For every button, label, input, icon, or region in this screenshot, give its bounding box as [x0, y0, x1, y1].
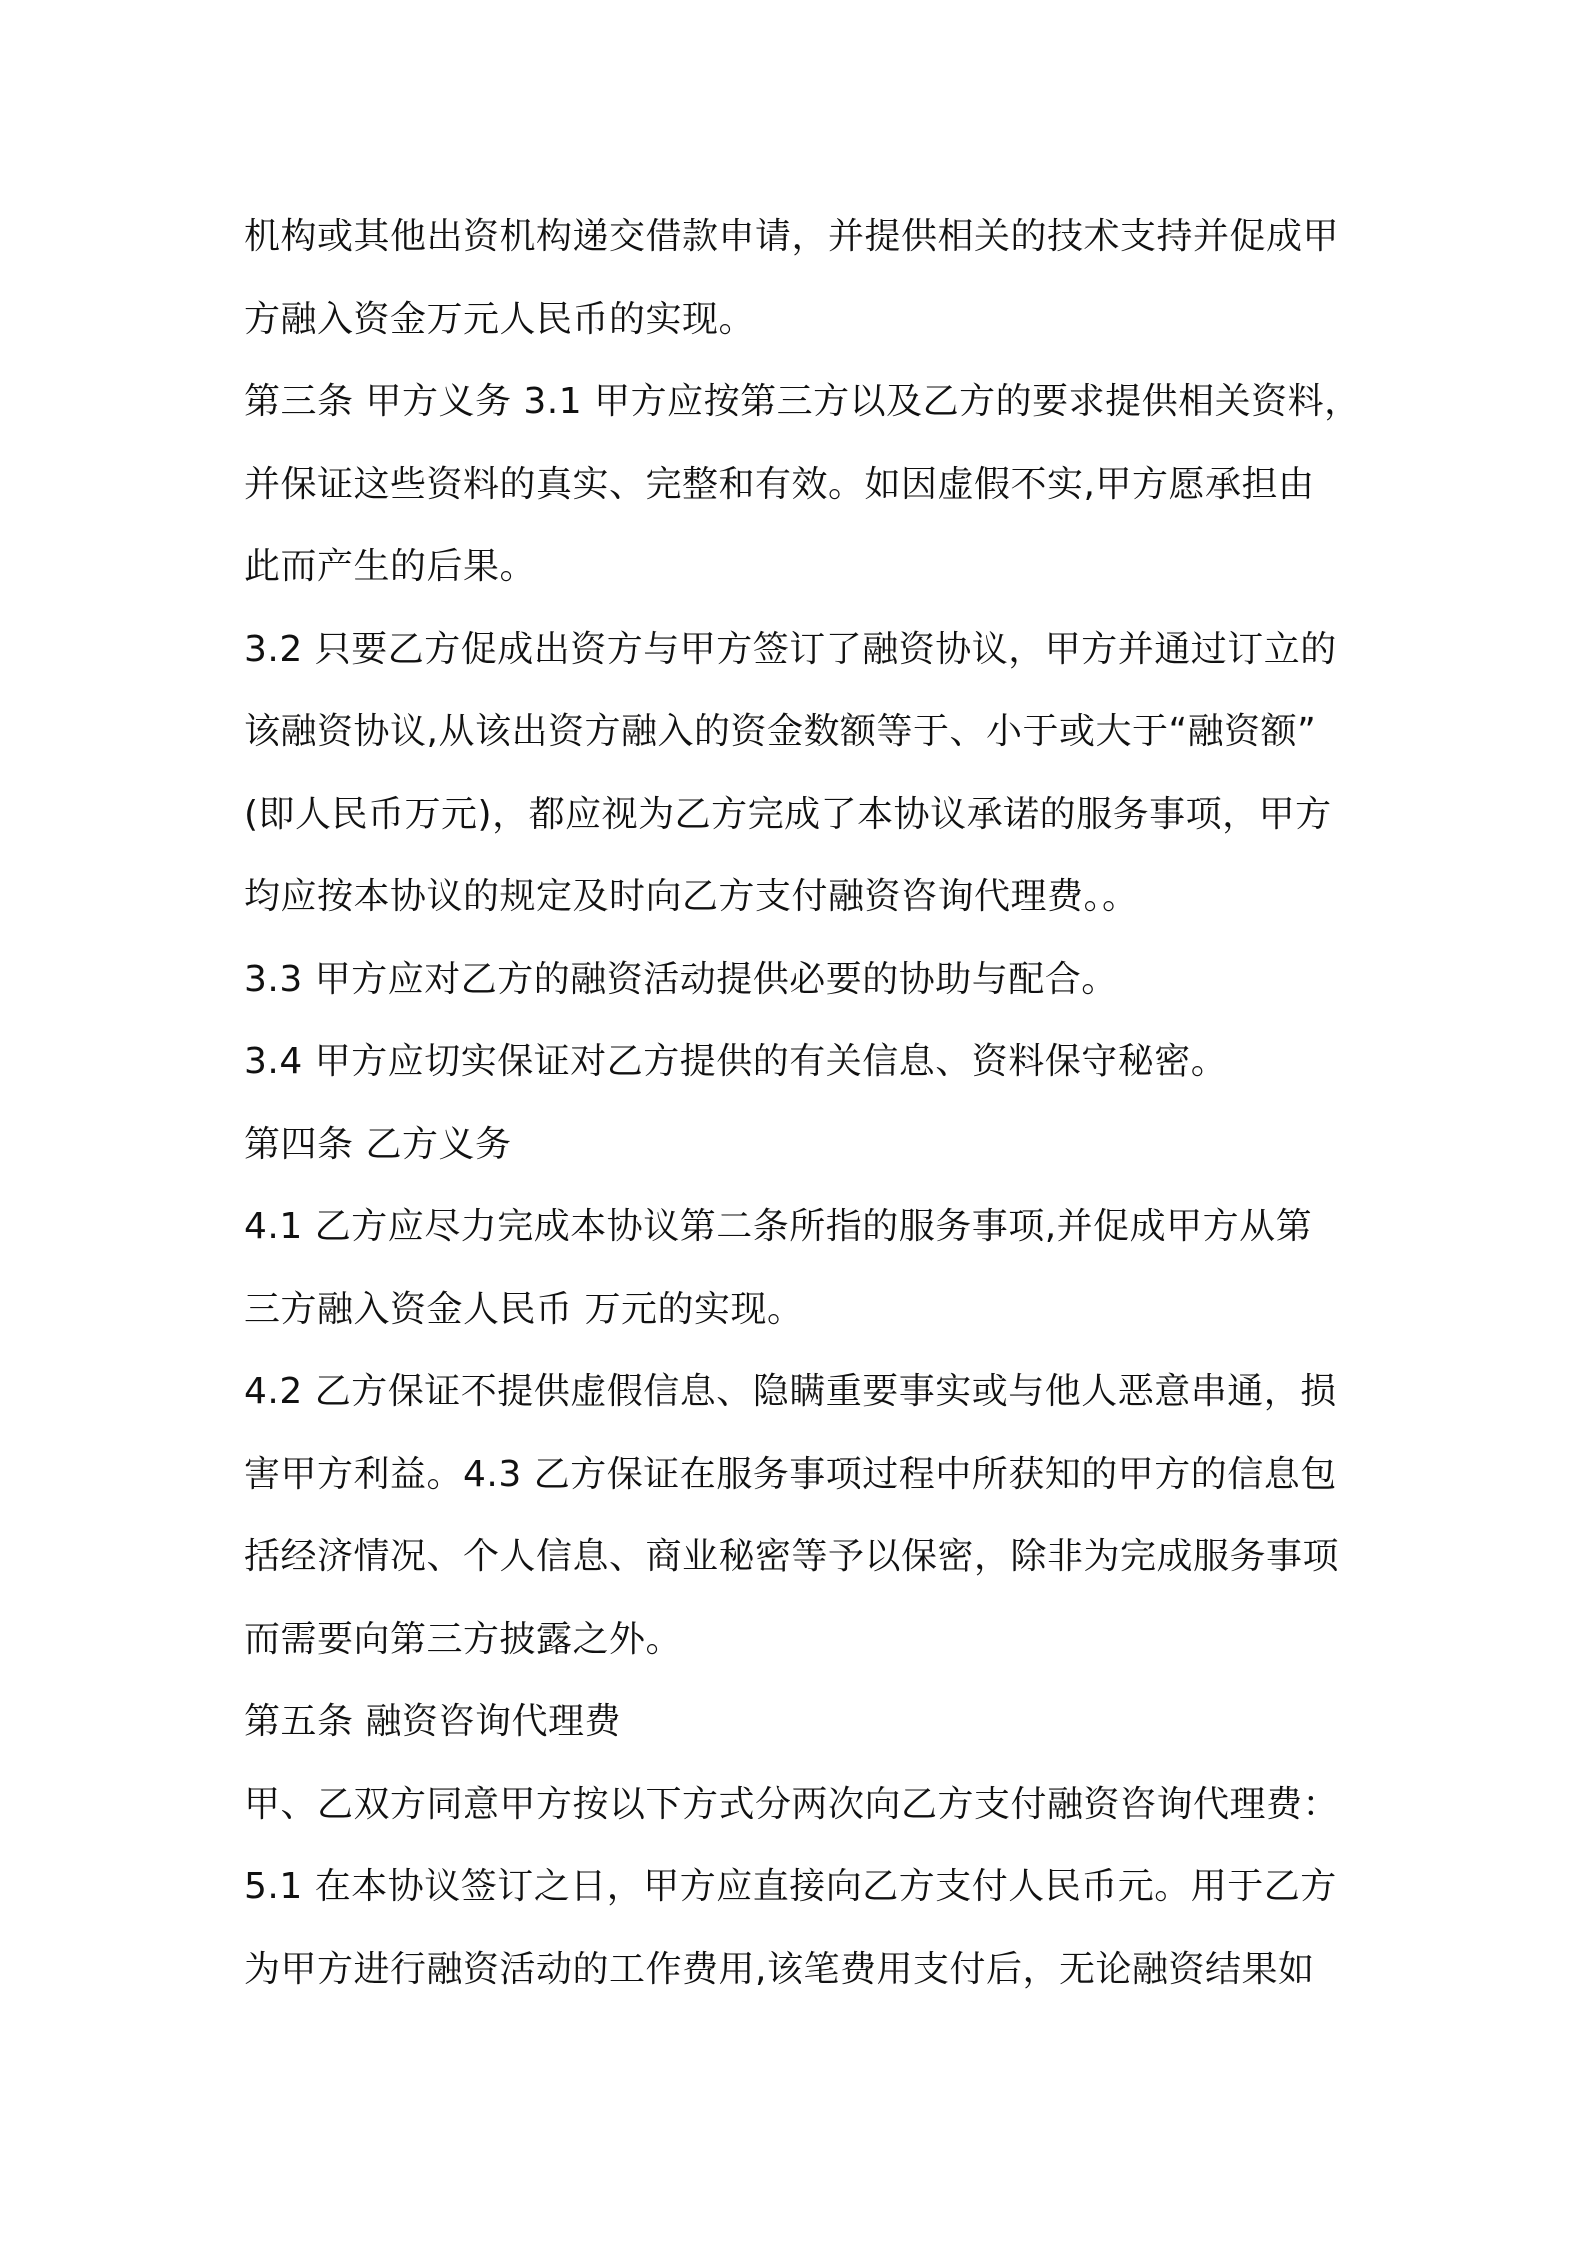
text-line: 该融资协议,从该出资方融入的资金数额等于、小于或大于“融资额”: [244, 711, 1317, 752]
text-line: 第四条 乙方义务: [244, 1123, 512, 1165]
text-line: 甲、乙双方同意甲方按以下方式分两次向乙方支付融资咨询代理费：: [244, 1783, 1340, 1825]
text-line: 害甲方利益。4.3 乙方保证在服务事项过程中所获知的甲方的信息包: [244, 1453, 1337, 1495]
text-line: 第五条 融资咨询代理费: [244, 1701, 621, 1742]
document-body: [244, 196, 1364, 2011]
text-line: 为甲方进行融资活动的工作费用,该笔费用支付后，无论融资结果如: [244, 1948, 1315, 1990]
text-line: 方融入资金万元人民币的实现。: [244, 298, 756, 340]
text-line: 3.3 甲方应对乙方的融资活动提供必要的协助与配合。: [244, 958, 1118, 1000]
text-line: 三方融入资金人民币 万元的实现。: [244, 1288, 804, 1330]
text-line: 5.1 在本协议签订之日，甲方应直接向乙方支付人民币元。用于乙方: [244, 1866, 1337, 1907]
text-line: 3.2 只要乙方促成出资方与甲方签订了融资协议，甲方并通过订立的: [244, 628, 1337, 670]
text-line: 均应按本协议的规定及时向乙方支付融资咨询代理费。。: [244, 876, 1139, 917]
text-line: 而需要向第三方披露之外。: [244, 1618, 683, 1660]
text-line: 4.1 乙方应尽力完成本协议第二条所指的服务事项,并促成甲方从第: [244, 1206, 1313, 1247]
text-line: 括经济情况、个人信息、商业秘密等予以保密，除非为完成服务事项: [244, 1536, 1340, 1577]
text-line: 并保证这些资料的真实、完整和有效。如因虚假不实,甲方愿承担由: [244, 463, 1315, 505]
text-line: 机构或其他出资机构递交借款申请，并提供相关的技术支持并促成甲: [244, 216, 1340, 257]
text-line: 4.2 乙方保证不提供虚假信息、隐瞒重要事实或与他人恶意串通，损: [244, 1371, 1337, 1412]
text-line: 第三条 甲方义务 3.1 甲方应按第三方以及乙方的要求提供相关资料，: [244, 381, 1361, 422]
text-line: 3.4 甲方应切实保证对乙方提供的有关信息、资料保守秘密。: [244, 1041, 1228, 1082]
text-line: (即人民币万元)，都应视为乙方完成了本协议承诺的服务事项，甲方: [244, 793, 1332, 835]
text-line: 此而产生的后果。: [244, 546, 537, 587]
